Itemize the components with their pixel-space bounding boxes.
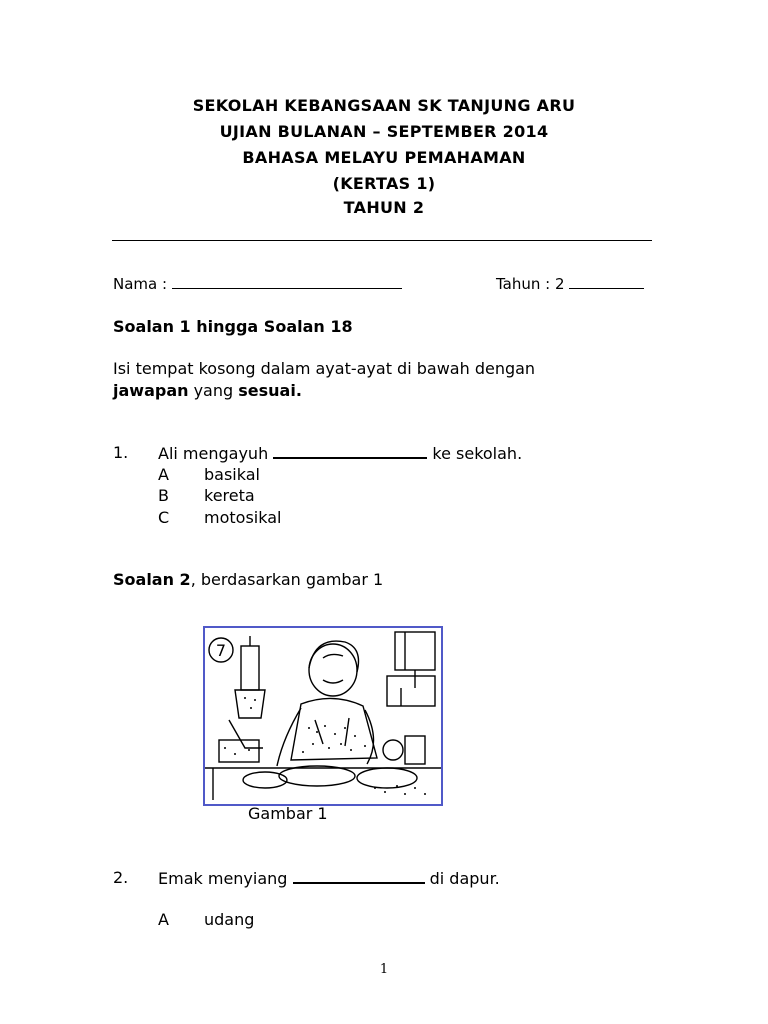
q2-number: 2. (113, 868, 129, 887)
instruction-line1: Isi tempat kosong dalam ayat-ayat di bawah dengan (113, 359, 536, 378)
header-divider (112, 240, 652, 241)
q1-text-before: Ali mengayuh (158, 444, 274, 463)
q2-text-after: di dapur. (424, 869, 500, 888)
q2-intro-bold: Soalan 2 (113, 570, 191, 589)
q1-option-b-text[interactable]: kereta (204, 486, 255, 505)
page-number: 1 (379, 962, 389, 977)
q1-option-c-text[interactable]: motosikal (204, 508, 282, 527)
gambar-1-picture (203, 626, 443, 806)
name-blank[interactable] (172, 274, 402, 289)
instruction-line2 (113, 381, 302, 400)
q2-text-before: Emak menyiang (158, 869, 293, 888)
name-field-row (113, 274, 402, 293)
year-blank[interactable] (569, 274, 644, 289)
q1-option-c-letter: C (158, 508, 170, 527)
q1-option-a-text[interactable]: basikal (204, 465, 260, 484)
section-title: Soalan 1 hingga Soalan 18 (113, 317, 353, 336)
year-title: TAHUN 2 (343, 198, 425, 217)
q2-intro-rest: , berdasarkan gambar 1 (190, 570, 384, 589)
figure-caption: Gambar 1 (248, 804, 328, 823)
subject-title: BAHASA MELAYU PEMAHAMAN (242, 148, 526, 167)
q1-option-a-letter: A (158, 465, 169, 484)
figure-number: 7 (215, 641, 227, 660)
q2-intro (113, 570, 383, 589)
q1-text-after: ke sekolah. (427, 444, 523, 463)
kitchen-illustration (205, 628, 441, 804)
paper-title: (KERTAS 1) (332, 174, 436, 193)
instruction-bold-sesuai: sesuai. (238, 381, 302, 400)
q2-option-a-text[interactable]: udang (204, 910, 255, 929)
q1-option-b-letter: B (158, 486, 169, 505)
q1-stem (158, 443, 522, 463)
q2-answer-blank[interactable] (293, 868, 425, 884)
name-label: Nama : (113, 275, 168, 293)
q1-answer-blank[interactable] (273, 443, 427, 459)
school-name: SEKOLAH KEBANGSAAN SK TANJUNG ARU (192, 96, 576, 115)
instruction-bold-jawapan: jawapan (113, 381, 189, 400)
q2-option-a-letter: A (158, 910, 169, 929)
q2-stem (158, 868, 500, 888)
exam-title: UJIAN BULANAN – SEPTEMBER 2014 (219, 122, 549, 141)
year-label: Tahun : 2 (496, 275, 565, 293)
instruction-mid: yang (188, 381, 239, 400)
year-field-row (496, 274, 644, 293)
q1-number: 1. (113, 443, 129, 462)
